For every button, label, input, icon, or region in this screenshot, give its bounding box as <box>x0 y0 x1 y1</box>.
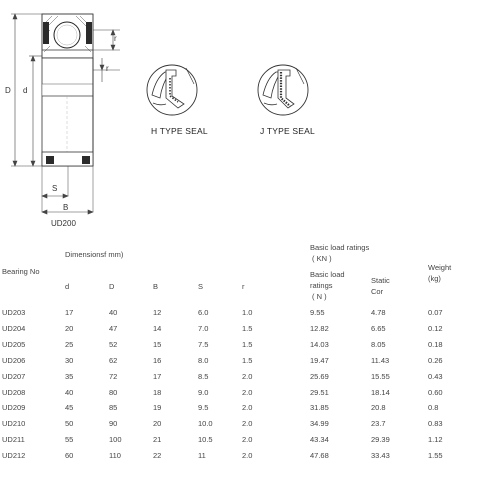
cell-weight: 0.12 <box>428 323 443 333</box>
cell-weight: 1.12 <box>428 435 443 445</box>
cell-B: 17 <box>153 371 162 381</box>
cell-d: 30 <box>65 355 74 365</box>
cell-bearing-no: UD212 <box>2 451 26 461</box>
header-col-d: d <box>65 282 70 291</box>
header-static-2: Cor <box>371 287 384 296</box>
cell-bearing-no: UD207 <box>2 371 26 381</box>
cell-static-load: 18.14 <box>371 387 390 397</box>
cell-r: 1.5 <box>242 355 253 365</box>
cell-weight: 0.26 <box>428 355 443 365</box>
cell-static-load: 11.43 <box>371 355 390 365</box>
cell-dynamic-load: 43.34 <box>310 435 329 445</box>
label-r-mid: r <box>106 64 109 73</box>
cell-B: 19 <box>153 403 162 413</box>
cell-B: 21 <box>153 435 162 445</box>
cell-D: 100 <box>109 435 122 445</box>
cell-r: 2.0 <box>242 403 253 413</box>
dimension-D <box>11 14 45 166</box>
cell-dynamic-load: 25.69 <box>310 371 329 381</box>
cell-D: 52 <box>109 339 118 349</box>
cell-static-load: 33.43 <box>371 451 390 461</box>
cell-dynamic-load: 14.03 <box>310 339 329 349</box>
cell-d: 60 <box>65 451 74 461</box>
header-basic-load-1: Basic load ratings <box>310 243 370 252</box>
cell-weight: 0.60 <box>428 387 443 397</box>
cell-weight: 1.55 <box>428 451 443 461</box>
cell-bearing-no: UD209 <box>2 403 26 413</box>
header-col-r: r <box>242 282 245 291</box>
cell-static-load: 15.55 <box>371 371 390 381</box>
cell-r: 1.5 <box>242 323 253 333</box>
cell-d: 40 <box>65 387 74 397</box>
h-type-seal-diagram <box>147 65 197 115</box>
cell-d: 50 <box>65 419 74 429</box>
cell-B: 12 <box>153 308 162 317</box>
cell-r: 2.0 <box>242 435 253 445</box>
cell-static-load: 4.78 <box>371 308 386 317</box>
cell-weight: 0.18 <box>428 339 443 349</box>
header-dynamic-3: ( N ) <box>312 292 327 301</box>
cell-S: 11 <box>198 451 206 461</box>
cell-weight: 0.83 <box>428 419 443 429</box>
cell-static-load: 23.7 <box>371 419 386 429</box>
cell-d: 17 <box>65 308 74 317</box>
cell-dynamic-load: 12.82 <box>310 323 329 333</box>
cell-dynamic-load: 29.51 <box>310 387 329 397</box>
bearing-section <box>42 14 93 58</box>
cell-r: 2.0 <box>242 451 253 461</box>
cell-weight: 0.8 <box>428 403 439 413</box>
cell-S: 9.0 <box>198 387 209 397</box>
cell-B: 18 <box>153 387 162 397</box>
cell-S: 10.5 <box>198 435 213 445</box>
cell-d: 55 <box>65 435 74 445</box>
cell-S: 7.0 <box>198 323 209 333</box>
cell-bearing-no: UD210 <box>2 419 26 429</box>
header-col-S: S <box>198 282 204 291</box>
cell-B: 15 <box>153 339 162 349</box>
cell-bearing-no: UD208 <box>2 387 26 397</box>
cell-r: 2.0 <box>242 387 253 397</box>
cell-d: 25 <box>65 339 74 349</box>
header-bearing-no: Bearing No <box>2 267 40 276</box>
header-dynamic-1: Basic load <box>310 270 345 279</box>
cell-D: 90 <box>109 419 118 429</box>
cell-dynamic-load: 47.68 <box>310 451 329 461</box>
cell-r: 2.0 <box>242 419 253 429</box>
cell-S: 8.0 <box>198 355 209 365</box>
cell-bearing-no: UD211 <box>2 435 25 445</box>
cell-static-load: 6.65 <box>371 323 386 333</box>
cell-B: 14 <box>153 323 162 333</box>
cell-d: 45 <box>65 403 74 413</box>
cell-r: 1.0 <box>242 308 253 317</box>
label-B: B <box>63 203 69 212</box>
cell-weight: 0.43 <box>428 371 443 381</box>
label-S: S <box>52 184 58 193</box>
cell-D: 47 <box>109 323 118 333</box>
label-D: D <box>5 86 11 95</box>
cell-S: 9.5 <box>198 403 209 413</box>
cell-dynamic-load: 34.99 <box>310 419 329 429</box>
label-d: d <box>23 86 28 95</box>
inner-ring <box>42 58 93 166</box>
cell-B: 16 <box>153 355 162 365</box>
cell-S: 7.5 <box>198 339 209 349</box>
cell-d: 35 <box>65 371 74 381</box>
header-weight-2: (kg) <box>428 274 441 283</box>
j-type-seal-diagram <box>258 65 308 115</box>
cell-weight: 0.07 <box>428 308 443 317</box>
cell-bearing-no: UD203 <box>2 308 26 317</box>
cell-B: 22 <box>153 451 162 461</box>
label-r-top: r <box>114 34 117 43</box>
header-weight-1: Weight <box>428 263 452 272</box>
cell-dynamic-load: 9.55 <box>310 308 325 317</box>
cell-bearing-no: UD205 <box>2 339 26 349</box>
cell-static-load: 8.05 <box>371 339 386 349</box>
cell-r: 2.0 <box>242 371 253 381</box>
cell-D: 80 <box>109 387 118 397</box>
cell-r: 1.5 <box>242 339 253 349</box>
bearing-drawing <box>0 0 488 235</box>
cell-bearing-no: UD204 <box>2 323 26 333</box>
drawing-model-label: UD200 <box>51 219 76 228</box>
cell-dynamic-load: 31.85 <box>310 403 329 413</box>
header-static-1: Static <box>371 276 390 285</box>
header-basic-load-2: ( KN ) <box>312 254 332 263</box>
cell-static-load: 29.39 <box>371 435 390 445</box>
cell-static-load: 20.8 <box>371 403 386 413</box>
cell-dynamic-load: 19.47 <box>310 355 329 365</box>
cell-d: 20 <box>65 323 74 333</box>
cell-D: 85 <box>109 403 118 413</box>
header-col-D: D <box>109 282 115 291</box>
header-dynamic-2: ratings <box>310 281 333 290</box>
cell-B: 20 <box>153 419 162 429</box>
h-type-seal-label: H TYPE SEAL <box>151 126 208 136</box>
cell-D: 72 <box>109 371 118 381</box>
cell-S: 8.5 <box>198 371 209 381</box>
header-col-B: B <box>153 282 159 291</box>
dimension-S <box>42 194 68 198</box>
cell-D: 110 <box>109 451 121 461</box>
cell-S: 10.0 <box>198 419 213 429</box>
cell-D: 40 <box>109 308 118 317</box>
cell-D: 62 <box>109 355 118 365</box>
cell-S: 6.0 <box>198 308 209 317</box>
header-dimensions: Dimensionsf mm) <box>65 250 124 259</box>
cell-bearing-no: UD206 <box>2 355 26 365</box>
j-type-seal-label: J TYPE SEAL <box>260 126 315 136</box>
